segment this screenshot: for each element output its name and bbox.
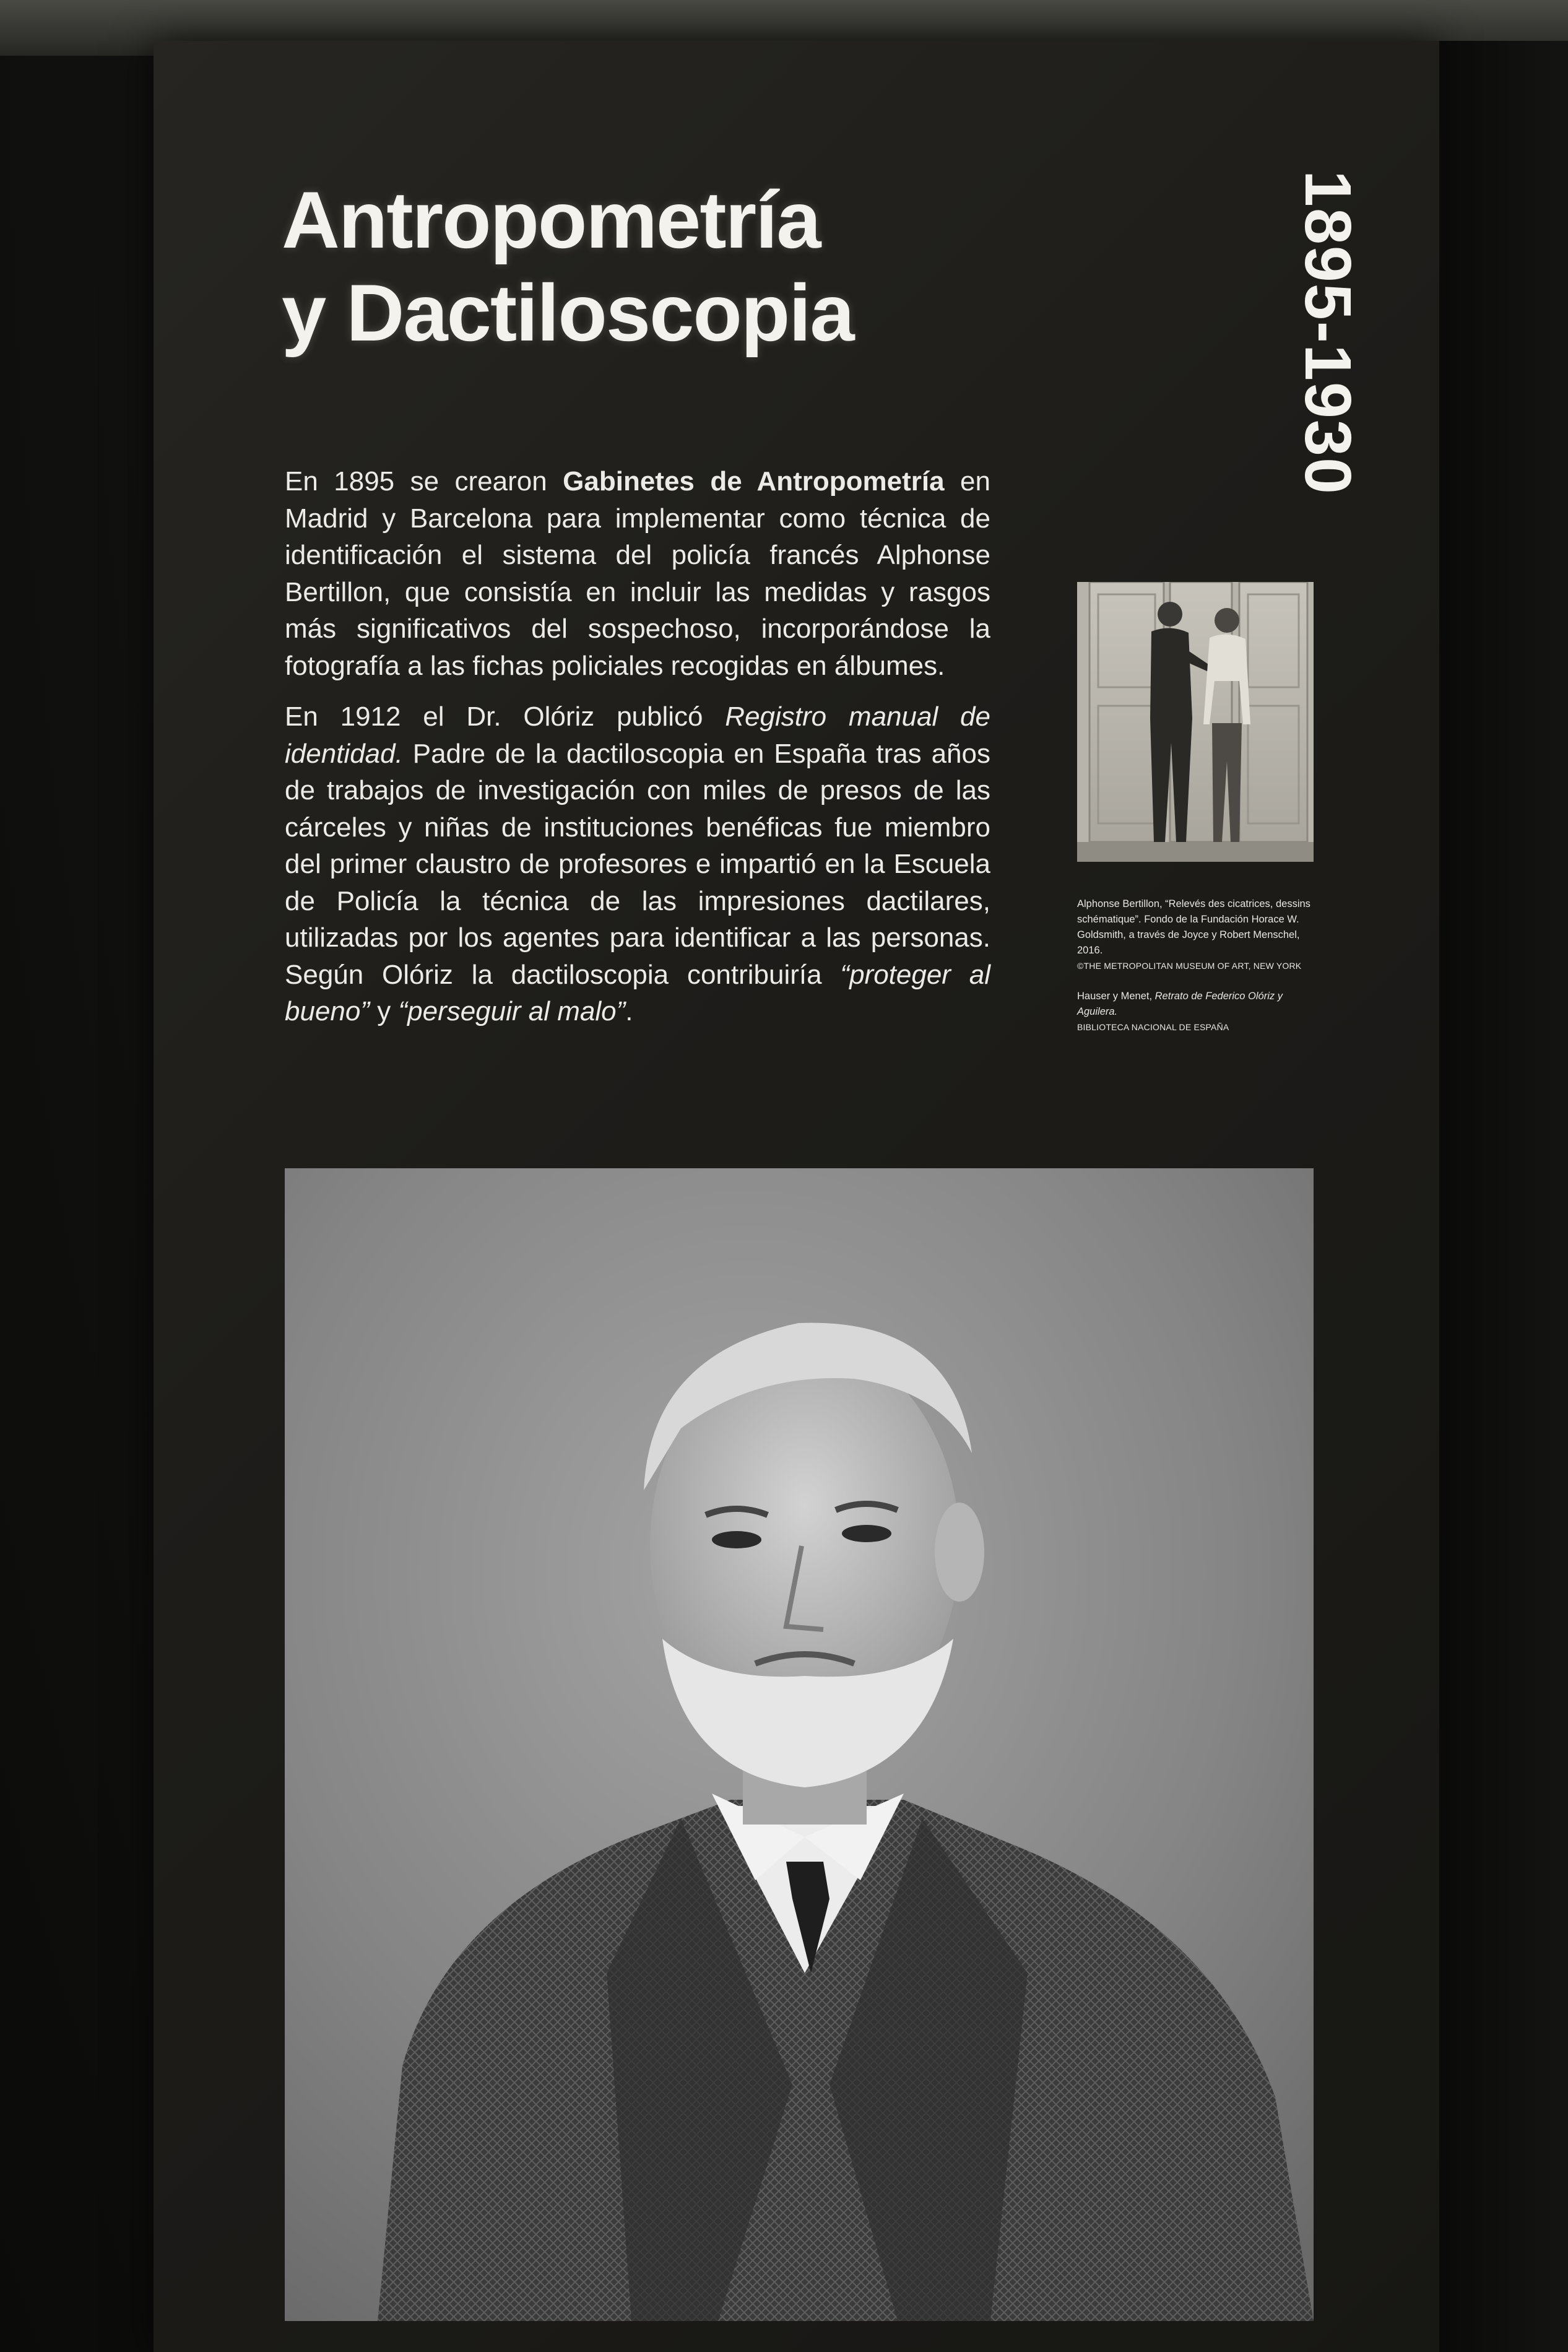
caption-2 xyxy=(1077,989,1319,1035)
date-range: 1895-1930 xyxy=(1291,170,1364,495)
caption-2-credit: BIBLIOTECA NACIONAL DE ESPAÑA xyxy=(1077,1022,1229,1032)
title-line-2: y Dactiloscopia xyxy=(282,267,854,358)
panel-title xyxy=(282,173,1024,359)
paragraph-2 xyxy=(285,698,990,1030)
bertillon-photo xyxy=(1077,582,1314,862)
bertillon-photo-illustration xyxy=(1077,582,1314,862)
oloriz-portrait xyxy=(285,1168,1314,2321)
caption-1 xyxy=(1077,896,1319,974)
p2-quote-1: “proteger al bueno” xyxy=(285,959,991,1026)
p2-text-b: Padre de la dactiloscopia en España tras años de trabajos de investigación con miles de presos de las cárceles y niñas de instituciones benéficas fue miembro del primer claustro de profesores e impartió en la Escuela de Policía la técnica de las impresiones dactilares, utilizadas por los agentes para identificar a las personas. Según Olóriz la dactiloscopia contribuiría xyxy=(285,738,990,990)
p1-bold: Gabinetes de Antropometría xyxy=(563,466,945,497)
body-text xyxy=(285,463,990,1044)
p2-quote-2: “perseguir al malo” xyxy=(398,996,626,1026)
paragraph-1 xyxy=(285,463,990,684)
title-line-1: Antropometría xyxy=(282,175,820,265)
caption-1-text: Alphonse Bertillon, “Relevés des cicatrices, dessins schématique”. Fondo de la Fundación Horace W. Goldsmith, a través de Joyce y Robert Menschel, 2016. xyxy=(1077,898,1310,956)
caption-2-italic: Retrato de Federico Olóriz y Aguilera. xyxy=(1077,991,1283,1017)
portrait-illustration xyxy=(285,1168,1314,2321)
caption-1-credit: ©THE METROPOLITAN MUSEUM OF ART, NEW YORK xyxy=(1077,961,1302,971)
photo-captions xyxy=(1077,896,1319,1050)
p2-text-a: En 1912 el Dr. Olóriz publicó xyxy=(285,701,726,732)
p2-text-d: . xyxy=(625,996,633,1026)
p1-text-b: en Madrid y Barcelona para implementar como técnica de identificación el sistema del policía francés Alphonse Bertillon, que consistía en incluir las medidas y rasgos más significativos del sospechoso, incorporándose la fotografía a las fichas policiales recogidas en álbumes. xyxy=(285,466,990,681)
panel-edge xyxy=(1439,41,1568,2352)
caption-2-text: Hauser y Menet, xyxy=(1077,991,1155,1002)
p2-text-c: y xyxy=(370,996,399,1026)
p2-italic: Registro manual de identidad. xyxy=(285,701,990,769)
p1-text-a: En 1895 se crearon xyxy=(285,466,563,497)
